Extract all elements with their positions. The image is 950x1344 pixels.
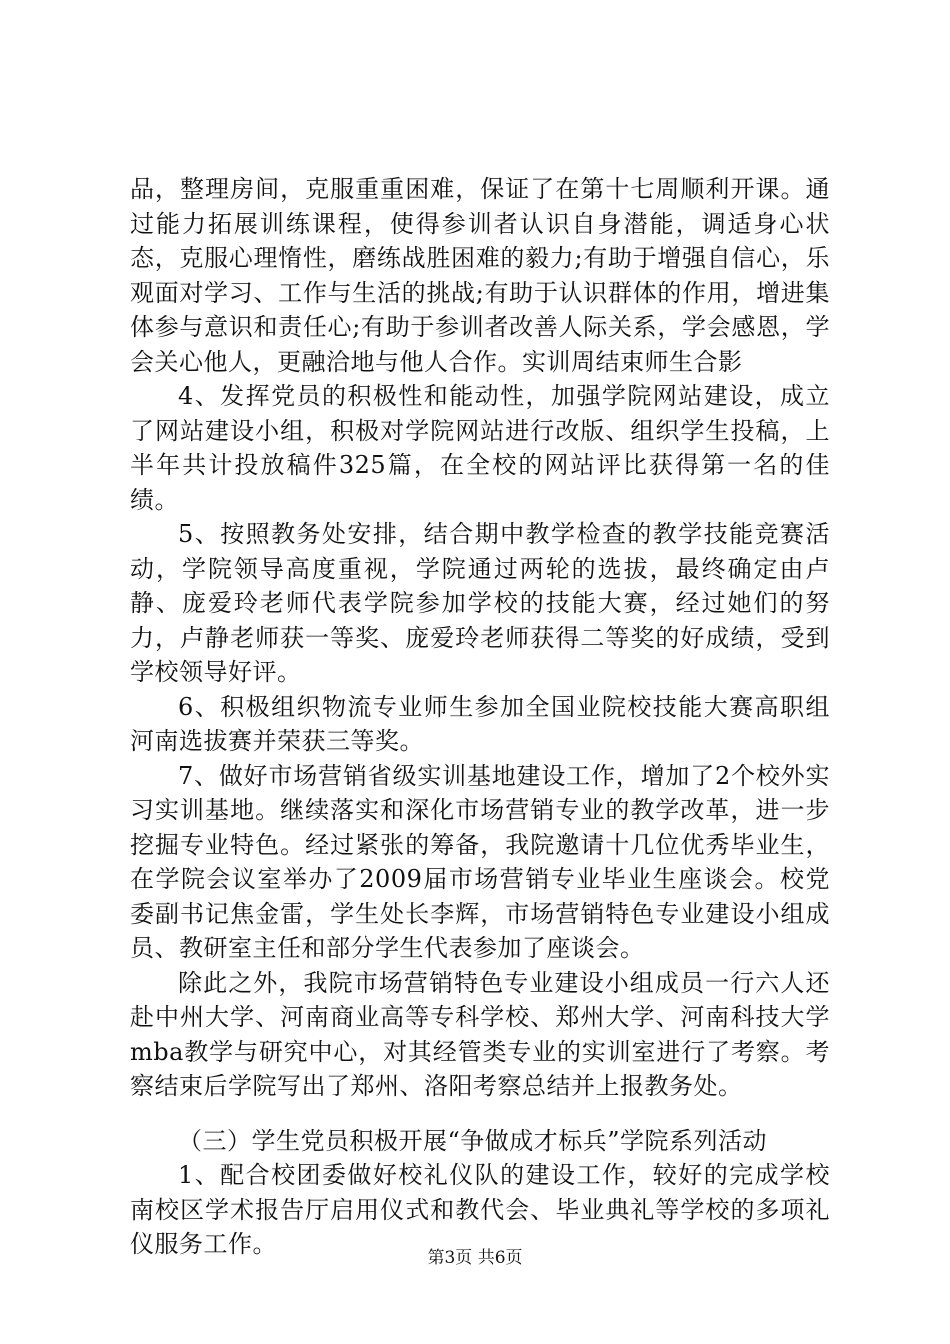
paragraph-item-6: 6、积极组织物流专业师生参加全国业院校技能大赛高职组河南选拔赛并荣获三等奖。 <box>130 692 830 755</box>
paragraph-continuation: 品，整理房间，克服重重困难，保证了在第十七周顺利开课。通过能力拓展训练课程，使得参训者认识自身潜能，调适身心状态，克服心理惰性，磨练战胜困难的毅力;有助于增强自信心，乐观面对学习、工作与生活的挑战;有助于认识群体的作用，增进集体参与意识和责任心;有助于参训者改善人际关系，学会感恩，学会关心他人，更融洽地与他人合作。实训周结束师生合影 <box>130 175 830 376</box>
section-heading: （三）学生党员积极开展“争做成才标兵”学院系列活动 <box>178 1126 768 1155</box>
page-number-footer: 第3页 共6页 <box>427 1248 523 1268</box>
paragraph-item-1: 1、配合校团委做好校礼仪队的建设工作，较好的完成学校南校区学术报告厅启用仪式和教代会、毕业典礼等学校的多项礼仪服务工作。 <box>130 1161 830 1258</box>
paragraph-additional: 除此之外，我院市场营销特色专业建设小组成员一行六人还赴中州大学、河南商业高等专科学校、郑州大学、河南科技大学mba教学与研究中心，对其经管类专业的实训室进行了考察。考察结束后学院写出了郑州、洛阳考察总结并上报教务处。 <box>130 968 830 1100</box>
paragraph-item-7: 7、做好市场营销省级实训基地建设工作，增加了2个校外实习实训基地。继续落实和深化市场营销专业的教学改革，进一步挖掘专业特色。经过紧张的筹备，我院邀请十几位优秀毕业生，在学院会议室举办了2009届市场营销专业毕业生座谈会。校党委副书记焦金雷，学生处长李辉，市场营销特色专业建设小组成员、教研室主任和部分学生代表参加了座谈会。 <box>130 761 830 962</box>
document-body <box>130 172 830 1262</box>
paragraph-item-5: 5、按照教务处安排，结合期中教学检查的教学技能竞赛活动，学院领导高度重视，学院通过两轮的选拔，最终确定由卢静、庞爱玲老师代表学院参加学校的技能大赛，经过她们的努力，卢静老师获一等奖、庞爱玲老师获得二等奖的好成绩，受到学校领导好评。 <box>130 520 830 686</box>
paragraph-item-4: 4、发挥党员的积极性和能动性，加强学院网站建设，成立了网站建设小组，积极对学院网站进行改版、组织学生投稿，上半年共计投放稿件325篇，在全校的网站评比获得第一名的佳绩。 <box>130 382 830 514</box>
